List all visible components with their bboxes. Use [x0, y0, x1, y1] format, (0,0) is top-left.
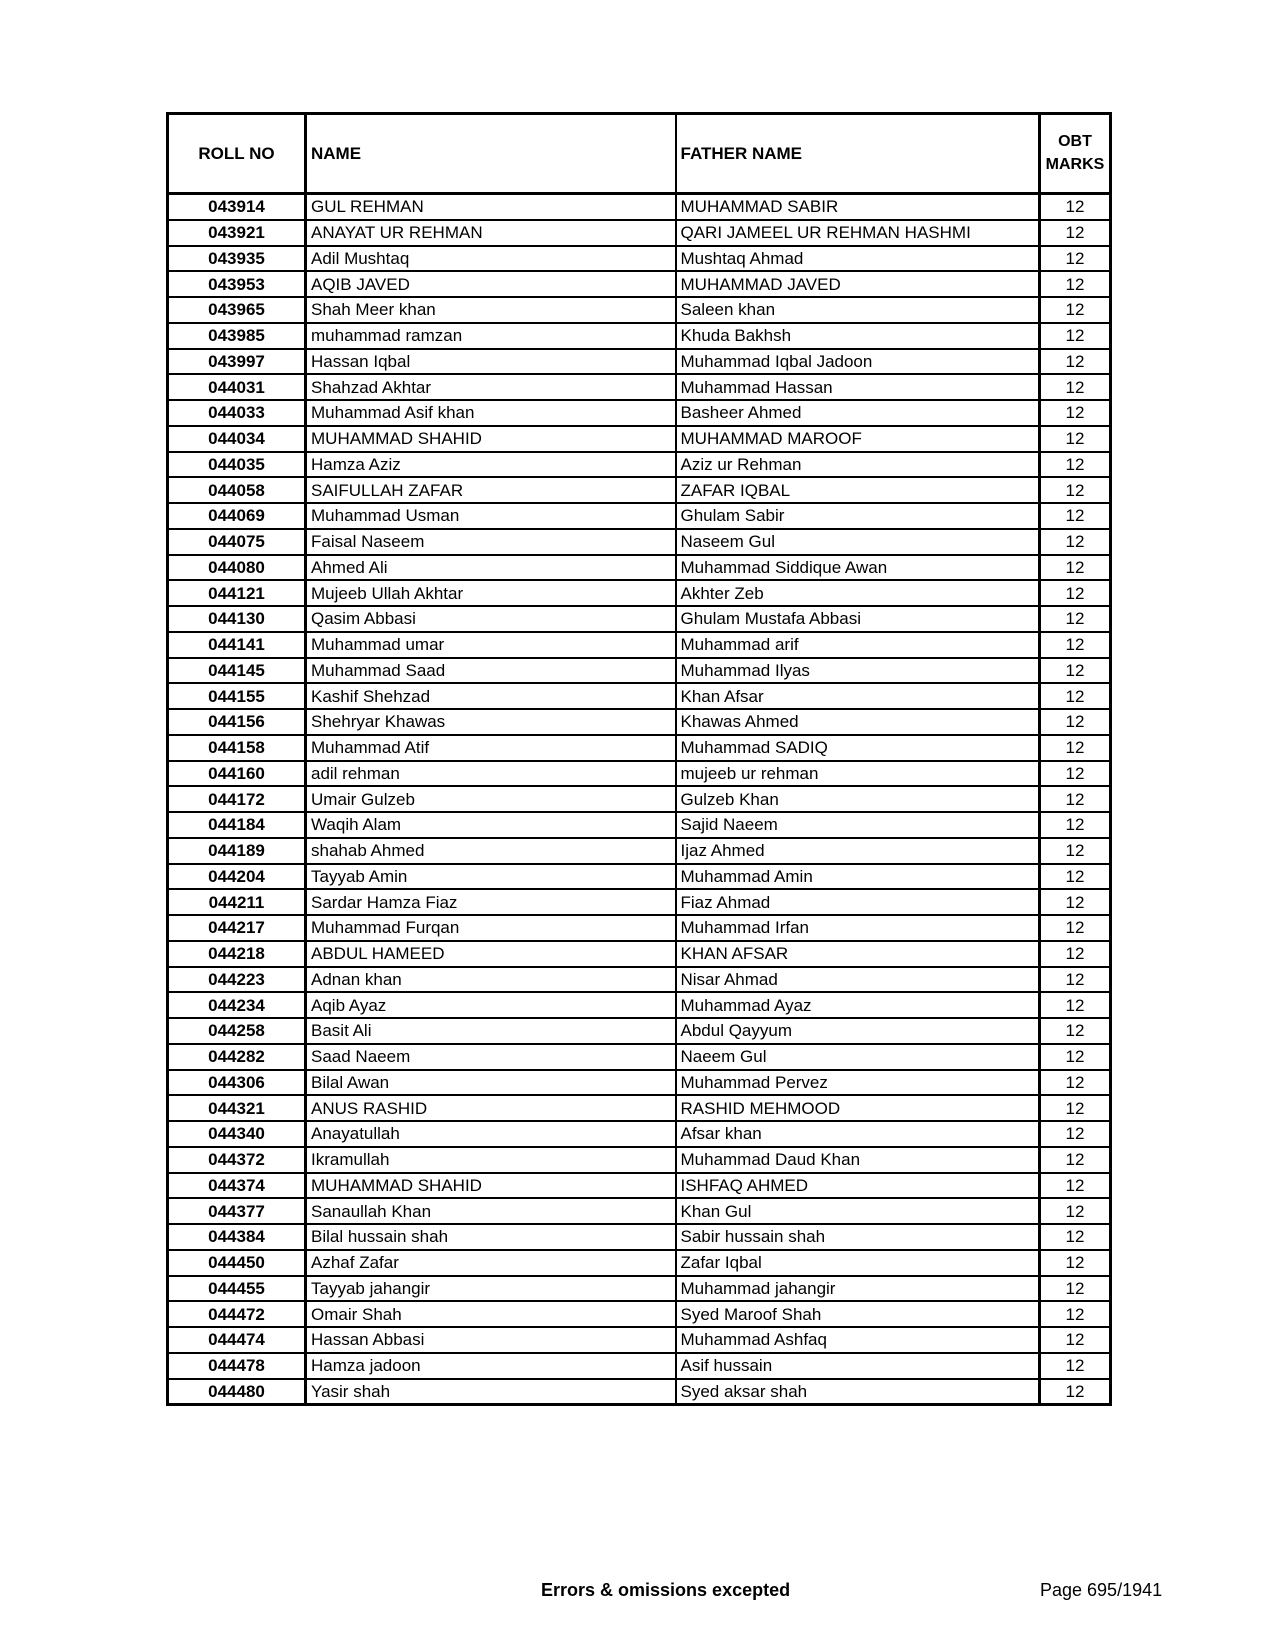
marks-cell: 12	[1040, 349, 1111, 375]
father-name-cell: Ghulam Mustafa Abbasi	[676, 606, 1040, 632]
marks-cell: 12	[1040, 426, 1111, 452]
marks-cell: 12	[1040, 838, 1111, 864]
table-row	[168, 323, 1111, 349]
table-row	[168, 1276, 1111, 1302]
name-cell: Hamza jadoon	[306, 1353, 676, 1379]
table-row	[168, 812, 1111, 838]
table-row	[168, 426, 1111, 452]
father-name-cell: Muhammad arif	[676, 632, 1040, 658]
father-name-cell: Naeem Gul	[676, 1044, 1040, 1070]
table-row	[168, 1173, 1111, 1199]
table-row	[168, 735, 1111, 761]
footer-disclaimer: Errors & omissions excepted	[541, 1580, 791, 1600]
page-number: Page 695/1941	[1040, 1580, 1163, 1600]
marks-cell: 12	[1040, 1070, 1111, 1096]
table-row	[168, 1018, 1111, 1044]
name-cell: Yasir shah	[306, 1379, 676, 1405]
marks-cell: 12	[1040, 1224, 1111, 1250]
roll-no-cell: 044450	[168, 1250, 306, 1276]
name-cell: Shehryar Khawas	[306, 709, 676, 735]
table-row	[168, 1301, 1111, 1327]
father-name-cell: Saleen khan	[676, 297, 1040, 323]
marks-cell: 12	[1040, 503, 1111, 529]
roll-no-cell: 044121	[168, 580, 306, 606]
marks-cell: 12	[1040, 1173, 1111, 1199]
marks-cell: 12	[1040, 477, 1111, 503]
marks-cell: 12	[1040, 941, 1111, 967]
father-name-cell: MUHAMMAD MAROOF	[676, 426, 1040, 452]
roll-no-cell: 044145	[168, 658, 306, 684]
table-row	[168, 349, 1111, 375]
marks-cell: 12	[1040, 1379, 1111, 1405]
father-name-cell: Muhammad Daud Khan	[676, 1147, 1040, 1173]
marks-cell: 12	[1040, 992, 1111, 1018]
table-row	[168, 1070, 1111, 1096]
marks-cell: 12	[1040, 761, 1111, 787]
name-cell: Sardar Hamza Fiaz	[306, 889, 676, 915]
marks-cell: 12	[1040, 580, 1111, 606]
roll-no-cell: 043921	[168, 220, 306, 246]
marks-cell: 12	[1040, 1095, 1111, 1121]
roll-no-cell: 044033	[168, 400, 306, 426]
father-name-cell: Ghulam Sabir	[676, 503, 1040, 529]
name-cell: Basit Ali	[306, 1018, 676, 1044]
name-cell: Anayatullah	[306, 1121, 676, 1147]
table-row	[168, 632, 1111, 658]
marks-cell: 12	[1040, 400, 1111, 426]
table-row	[168, 271, 1111, 297]
roll-no-cell: 044478	[168, 1353, 306, 1379]
marks-cell: 12	[1040, 246, 1111, 272]
roll-no-cell: 044160	[168, 761, 306, 787]
father-name-cell: mujeeb ur rehman	[676, 761, 1040, 787]
roll-no-cell: 044455	[168, 1276, 306, 1302]
roll-no-cell: 043997	[168, 349, 306, 375]
marks-cell: 12	[1040, 1198, 1111, 1224]
table-row	[168, 529, 1111, 555]
marks-cell: 12	[1040, 1327, 1111, 1353]
header-row	[168, 114, 1111, 194]
name-cell: Muhammad Asif khan	[306, 400, 676, 426]
name-cell: Umair Gulzeb	[306, 786, 676, 812]
roll-no-cell: 044189	[168, 838, 306, 864]
marks-cell: 12	[1040, 1147, 1111, 1173]
father-name-cell: Muhammad Hassan	[676, 374, 1040, 400]
name-cell: Bilal hussain shah	[306, 1224, 676, 1250]
marks-cell: 12	[1040, 323, 1111, 349]
roll-no-cell: 044156	[168, 709, 306, 735]
marks-cell: 12	[1040, 967, 1111, 993]
table-row	[168, 1250, 1111, 1276]
header-obt-marks-line2: MARKS	[1045, 155, 1105, 173]
table-row	[168, 1198, 1111, 1224]
father-name-cell: Afsar khan	[676, 1121, 1040, 1147]
table-row	[168, 889, 1111, 915]
table-row	[168, 220, 1111, 246]
table-header	[168, 114, 1111, 194]
results-table	[166, 112, 1112, 1406]
father-name-cell: Syed Maroof Shah	[676, 1301, 1040, 1327]
roll-no-cell: 044474	[168, 1327, 306, 1353]
roll-no-cell: 044204	[168, 864, 306, 890]
father-name-cell: Mushtaq Ahmad	[676, 246, 1040, 272]
name-cell: GUL REHMAN	[306, 194, 676, 220]
table-body	[168, 194, 1111, 1405]
table-row	[168, 503, 1111, 529]
father-name-cell: Zafar Iqbal	[676, 1250, 1040, 1276]
name-cell: Hassan Abbasi	[306, 1327, 676, 1353]
table-row	[168, 1095, 1111, 1121]
roll-no-cell: 044306	[168, 1070, 306, 1096]
name-cell: ANAYAT UR REHMAN	[306, 220, 676, 246]
roll-no-cell: 044058	[168, 477, 306, 503]
marks-cell: 12	[1040, 709, 1111, 735]
name-cell: Aqib Ayaz	[306, 992, 676, 1018]
table-row	[168, 452, 1111, 478]
father-name-cell: Muhammad jahangir	[676, 1276, 1040, 1302]
roll-no-cell: 044258	[168, 1018, 306, 1044]
marks-cell: 12	[1040, 812, 1111, 838]
father-name-cell: Khawas Ahmed	[676, 709, 1040, 735]
table-row	[168, 1147, 1111, 1173]
name-cell: ABDUL HAMEED	[306, 941, 676, 967]
roll-no-cell: 044472	[168, 1301, 306, 1327]
roll-no-cell: 044374	[168, 1173, 306, 1199]
father-name-cell: Naseem Gul	[676, 529, 1040, 555]
marks-cell: 12	[1040, 889, 1111, 915]
name-cell: MUHAMMAD SHAHID	[306, 426, 676, 452]
marks-cell: 12	[1040, 374, 1111, 400]
name-cell: Sanaullah Khan	[306, 1198, 676, 1224]
father-name-cell: Muhammad Ilyas	[676, 658, 1040, 684]
roll-no-cell: 044155	[168, 683, 306, 709]
marks-cell: 12	[1040, 555, 1111, 581]
header-name: NAME	[306, 114, 676, 194]
name-cell: Ahmed Ali	[306, 555, 676, 581]
father-name-cell: Muhammad Irfan	[676, 915, 1040, 941]
table-row	[168, 297, 1111, 323]
marks-cell: 12	[1040, 1353, 1111, 1379]
name-cell: Hassan Iqbal	[306, 349, 676, 375]
table-row	[168, 246, 1111, 272]
table-row	[168, 555, 1111, 581]
marks-cell: 12	[1040, 271, 1111, 297]
marks-cell: 12	[1040, 194, 1111, 220]
name-cell: Tayyab Amin	[306, 864, 676, 890]
father-name-cell: Muhammad SADIQ	[676, 735, 1040, 761]
name-cell: Shah Meer khan	[306, 297, 676, 323]
father-name-cell: Asif hussain	[676, 1353, 1040, 1379]
marks-cell: 12	[1040, 1044, 1111, 1070]
marks-cell: 12	[1040, 1276, 1111, 1302]
name-cell: Adnan khan	[306, 967, 676, 993]
father-name-cell: Basheer Ahmed	[676, 400, 1040, 426]
name-cell: Muhammad Furqan	[306, 915, 676, 941]
roll-no-cell: 044480	[168, 1379, 306, 1405]
roll-no-cell: 044282	[168, 1044, 306, 1070]
roll-no-cell: 044234	[168, 992, 306, 1018]
header-obt-marks	[1040, 114, 1111, 194]
marks-cell: 12	[1040, 915, 1111, 941]
name-cell: ANUS RASHID	[306, 1095, 676, 1121]
father-name-cell: Muhammad Amin	[676, 864, 1040, 890]
table-row	[168, 1379, 1111, 1405]
marks-cell: 12	[1040, 735, 1111, 761]
father-name-cell: Ijaz Ahmed	[676, 838, 1040, 864]
table-row	[168, 606, 1111, 632]
table-row	[168, 1327, 1111, 1353]
father-name-cell: KHAN AFSAR	[676, 941, 1040, 967]
table-row	[168, 761, 1111, 787]
roll-no-cell: 044130	[168, 606, 306, 632]
table-row	[168, 1353, 1111, 1379]
name-cell: Waqih Alam	[306, 812, 676, 838]
father-name-cell: Muhammad Ayaz	[676, 992, 1040, 1018]
father-name-cell: Akhter Zeb	[676, 580, 1040, 606]
name-cell: Qasim Abbasi	[306, 606, 676, 632]
father-name-cell: MUHAMMAD JAVED	[676, 271, 1040, 297]
table-row	[168, 967, 1111, 993]
table-row	[168, 786, 1111, 812]
roll-no-cell: 044069	[168, 503, 306, 529]
roll-no-cell: 044031	[168, 374, 306, 400]
marks-cell: 12	[1040, 1018, 1111, 1044]
table-row	[168, 915, 1111, 941]
marks-cell: 12	[1040, 786, 1111, 812]
father-name-cell: Aziz ur Rehman	[676, 452, 1040, 478]
marks-cell: 12	[1040, 658, 1111, 684]
name-cell: Saad Naeem	[306, 1044, 676, 1070]
roll-no-cell: 044172	[168, 786, 306, 812]
roll-no-cell: 044218	[168, 941, 306, 967]
father-name-cell: Sabir hussain shah	[676, 1224, 1040, 1250]
roll-no-cell: 044384	[168, 1224, 306, 1250]
header-obt-marks-line1: OBT	[1058, 133, 1092, 151]
table-row	[168, 838, 1111, 864]
father-name-cell: ZAFAR IQBAL	[676, 477, 1040, 503]
father-name-cell: MUHAMMAD SABIR	[676, 194, 1040, 220]
table-row	[168, 1044, 1111, 1070]
roll-no-cell: 044034	[168, 426, 306, 452]
name-cell: Tayyab jahangir	[306, 1276, 676, 1302]
name-cell: Faisal Naseem	[306, 529, 676, 555]
father-name-cell: Muhammad Siddique Awan	[676, 555, 1040, 581]
roll-no-cell: 043965	[168, 297, 306, 323]
name-cell: Mujeeb Ullah Akhtar	[306, 580, 676, 606]
roll-no-cell: 044372	[168, 1147, 306, 1173]
roll-no-cell: 043953	[168, 271, 306, 297]
name-cell: Adil Mushtaq	[306, 246, 676, 272]
marks-cell: 12	[1040, 683, 1111, 709]
father-name-cell: Muhammad Iqbal Jadoon	[676, 349, 1040, 375]
name-cell: shahab Ahmed	[306, 838, 676, 864]
father-name-cell: Khuda Bakhsh	[676, 323, 1040, 349]
father-name-cell: Syed aksar shah	[676, 1379, 1040, 1405]
name-cell: Shahzad Akhtar	[306, 374, 676, 400]
name-cell: Muhammad Saad	[306, 658, 676, 684]
name-cell: Muhammad umar	[306, 632, 676, 658]
table-row	[168, 658, 1111, 684]
marks-cell: 12	[1040, 864, 1111, 890]
name-cell: Omair Shah	[306, 1301, 676, 1327]
table-row	[168, 374, 1111, 400]
father-name-cell: Fiaz Ahmad	[676, 889, 1040, 915]
roll-no-cell: 044321	[168, 1095, 306, 1121]
name-cell: Ikramullah	[306, 1147, 676, 1173]
table-row	[168, 992, 1111, 1018]
roll-no-cell: 044075	[168, 529, 306, 555]
father-name-cell: Muhammad Ashfaq	[676, 1327, 1040, 1353]
name-cell: Muhammad Usman	[306, 503, 676, 529]
father-name-cell: QARI JAMEEL UR REHMAN HASHMI	[676, 220, 1040, 246]
header-father-name: FATHER NAME	[676, 114, 1040, 194]
marks-cell: 12	[1040, 529, 1111, 555]
name-cell: MUHAMMAD SHAHID	[306, 1173, 676, 1199]
father-name-cell: Khan Afsar	[676, 683, 1040, 709]
table-row	[168, 864, 1111, 890]
roll-no-cell: 044377	[168, 1198, 306, 1224]
roll-no-cell: 043935	[168, 246, 306, 272]
name-cell: adil rehman	[306, 761, 676, 787]
roll-no-cell: 044035	[168, 452, 306, 478]
table-row	[168, 477, 1111, 503]
marks-cell: 12	[1040, 452, 1111, 478]
father-name-cell: Muhammad Pervez	[676, 1070, 1040, 1096]
name-cell: Azhaf Zafar	[306, 1250, 676, 1276]
roll-no-cell: 044211	[168, 889, 306, 915]
marks-cell: 12	[1040, 606, 1111, 632]
header-roll-no: ROLL NO	[168, 114, 306, 194]
father-name-cell: ISHFAQ AHMED	[676, 1173, 1040, 1199]
father-name-cell: Nisar Ahmad	[676, 967, 1040, 993]
name-cell: Kashif Shehzad	[306, 683, 676, 709]
roll-no-cell: 044080	[168, 555, 306, 581]
father-name-cell: RASHID MEHMOOD	[676, 1095, 1040, 1121]
table-row	[168, 683, 1111, 709]
marks-cell: 12	[1040, 1301, 1111, 1327]
marks-cell: 12	[1040, 1121, 1111, 1147]
name-cell: Bilal Awan	[306, 1070, 676, 1096]
roll-no-cell: 044340	[168, 1121, 306, 1147]
father-name-cell: Abdul Qayyum	[676, 1018, 1040, 1044]
father-name-cell: Gulzeb Khan	[676, 786, 1040, 812]
table-row	[168, 1121, 1111, 1147]
table-row	[168, 709, 1111, 735]
name-cell: Hamza Aziz	[306, 452, 676, 478]
name-cell: muhammad ramzan	[306, 323, 676, 349]
table-row	[168, 194, 1111, 220]
table-row	[168, 1224, 1111, 1250]
table-row	[168, 580, 1111, 606]
father-name-cell: Khan Gul	[676, 1198, 1040, 1224]
name-cell: SAIFULLAH ZAFAR	[306, 477, 676, 503]
roll-no-cell: 044158	[168, 735, 306, 761]
marks-cell: 12	[1040, 632, 1111, 658]
roll-no-cell: 043914	[168, 194, 306, 220]
roll-no-cell: 043985	[168, 323, 306, 349]
table-row	[168, 941, 1111, 967]
marks-cell: 12	[1040, 297, 1111, 323]
roll-no-cell: 044184	[168, 812, 306, 838]
marks-cell: 12	[1040, 220, 1111, 246]
roll-no-cell: 044223	[168, 967, 306, 993]
roll-no-cell: 044141	[168, 632, 306, 658]
name-cell: Muhammad Atif	[306, 735, 676, 761]
father-name-cell: Sajid Naeem	[676, 812, 1040, 838]
roll-no-cell: 044217	[168, 915, 306, 941]
table-row	[168, 400, 1111, 426]
marks-cell: 12	[1040, 1250, 1111, 1276]
name-cell: AQIB JAVED	[306, 271, 676, 297]
